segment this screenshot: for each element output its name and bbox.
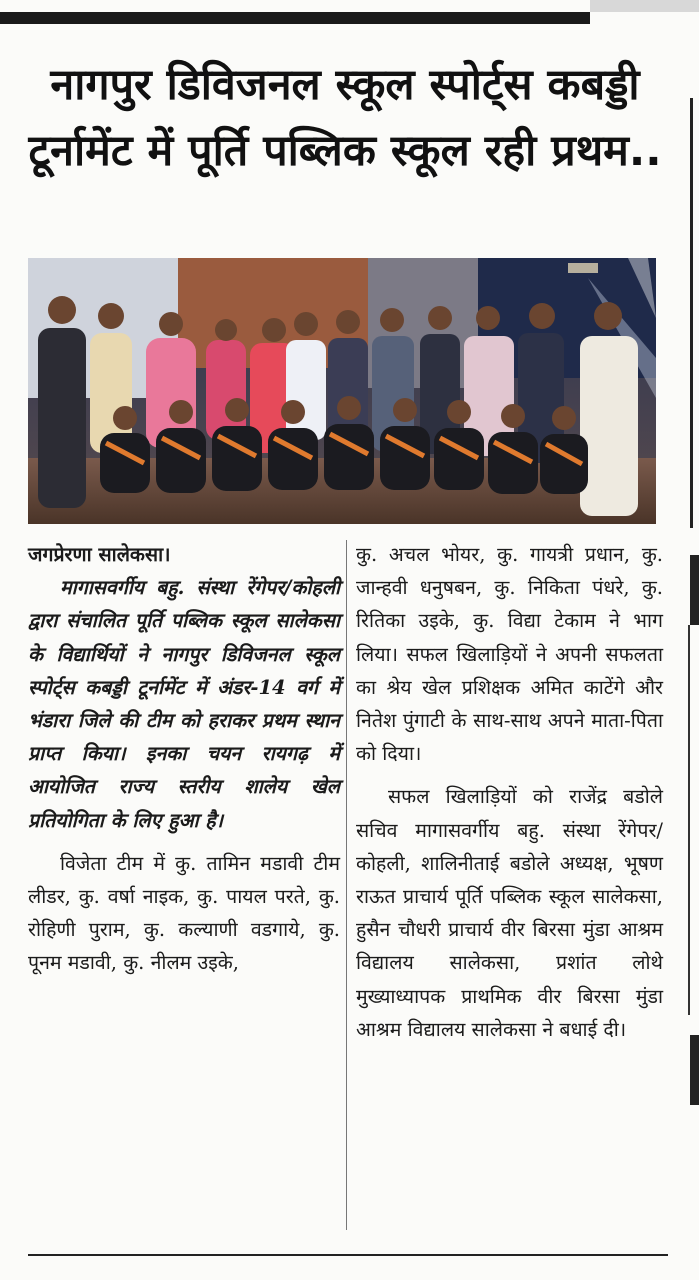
bottom-rule — [28, 1254, 668, 1256]
adjacent-column-marker-lower — [690, 1035, 699, 1105]
team-photo — [28, 258, 656, 524]
article-column-left — [28, 538, 340, 980]
adjacent-column-edge — [690, 98, 693, 528]
adjacent-column-marker — [690, 555, 699, 625]
adjacent-column-edge-lower — [688, 625, 690, 1015]
article-column-right — [356, 538, 663, 1046]
top-edge — [590, 0, 699, 12]
dateline: जगप्रेरणा सालेकसा। — [28, 543, 171, 566]
lead-paragraph: मागासवर्गीय बहु. संस्था रेंगेपर/कोहली द्वारा संचालित पूर्ति पब्लिक स्कूल सालेकसा के विद्यार्थियों ने नागपुर डिविजनल स्कूल स्पोर्ट्स कबड्डी टूर्नामेंट में अंडर-14 वर्ग में भंडारा जिले की टीम को हराकर प्रथम स्थान प्राप्त किया। इनका चयन रायगढ़ में आयोजित राज्य स्तरीय शालेय खेल प्रतियोगिता के लिए हुआ है। — [28, 576, 340, 832]
headline: नागपुर डिविजनल स्कूल स्पोर्ट्स कबड्डी टूर्नामेंट में पूर्ति पब्लिक स्कूल रही प्रथम.. — [28, 60, 662, 176]
top-rule — [0, 12, 590, 24]
team-paragraph: विजेता टीम में कु. तामिन मडावी टीम लीडर, कु. वर्षा नाइक, कु. पायल परते, कु. रोहिणी पुराम, कु. कल्याणी वडगाये, कु. पूनम मडावी, कु. नीलम उइके, — [28, 851, 340, 975]
players-paragraph: कु. अचल भोयर, कु. गायत्री प्रधान, कु. जान्हवी धनुषबन, कु. निकिता पंधरे, कु. रितिका उइके, कु. विद्या टेकाम ने भाग लिया। सफल खिलाड़ियों ने अपनी सफलता का श्रेय खेल प्रशिक्षक अमित काटेंगे और नितेश पुंगाटी के साथ-साथ अपने माता-पिता को दिया। — [356, 543, 663, 766]
column-divider — [346, 540, 347, 1230]
congratulations-paragraph: सफल खिलाड़ियों को राजेंद्र बडोले सचिव मागासवर्गीय बहु. संस्था रेंगेपर/कोहली, शालिनीताई बडोले अध्यक्ष, भूषण राऊत प्राचार्य पूर्ति पब्लिक स्कूल सालेकसा, हुसैन चौधरी प्राचार्य वीर बिरसा मुंडा आश्रम विद्यालय सालेकसा, प्रशांत लोथे मुख्याध्यापक प्राथमिक वीर बिरसा मुंडा आश्रम विद्यालय सालेकसा ने बधाई दी। — [356, 785, 663, 1041]
